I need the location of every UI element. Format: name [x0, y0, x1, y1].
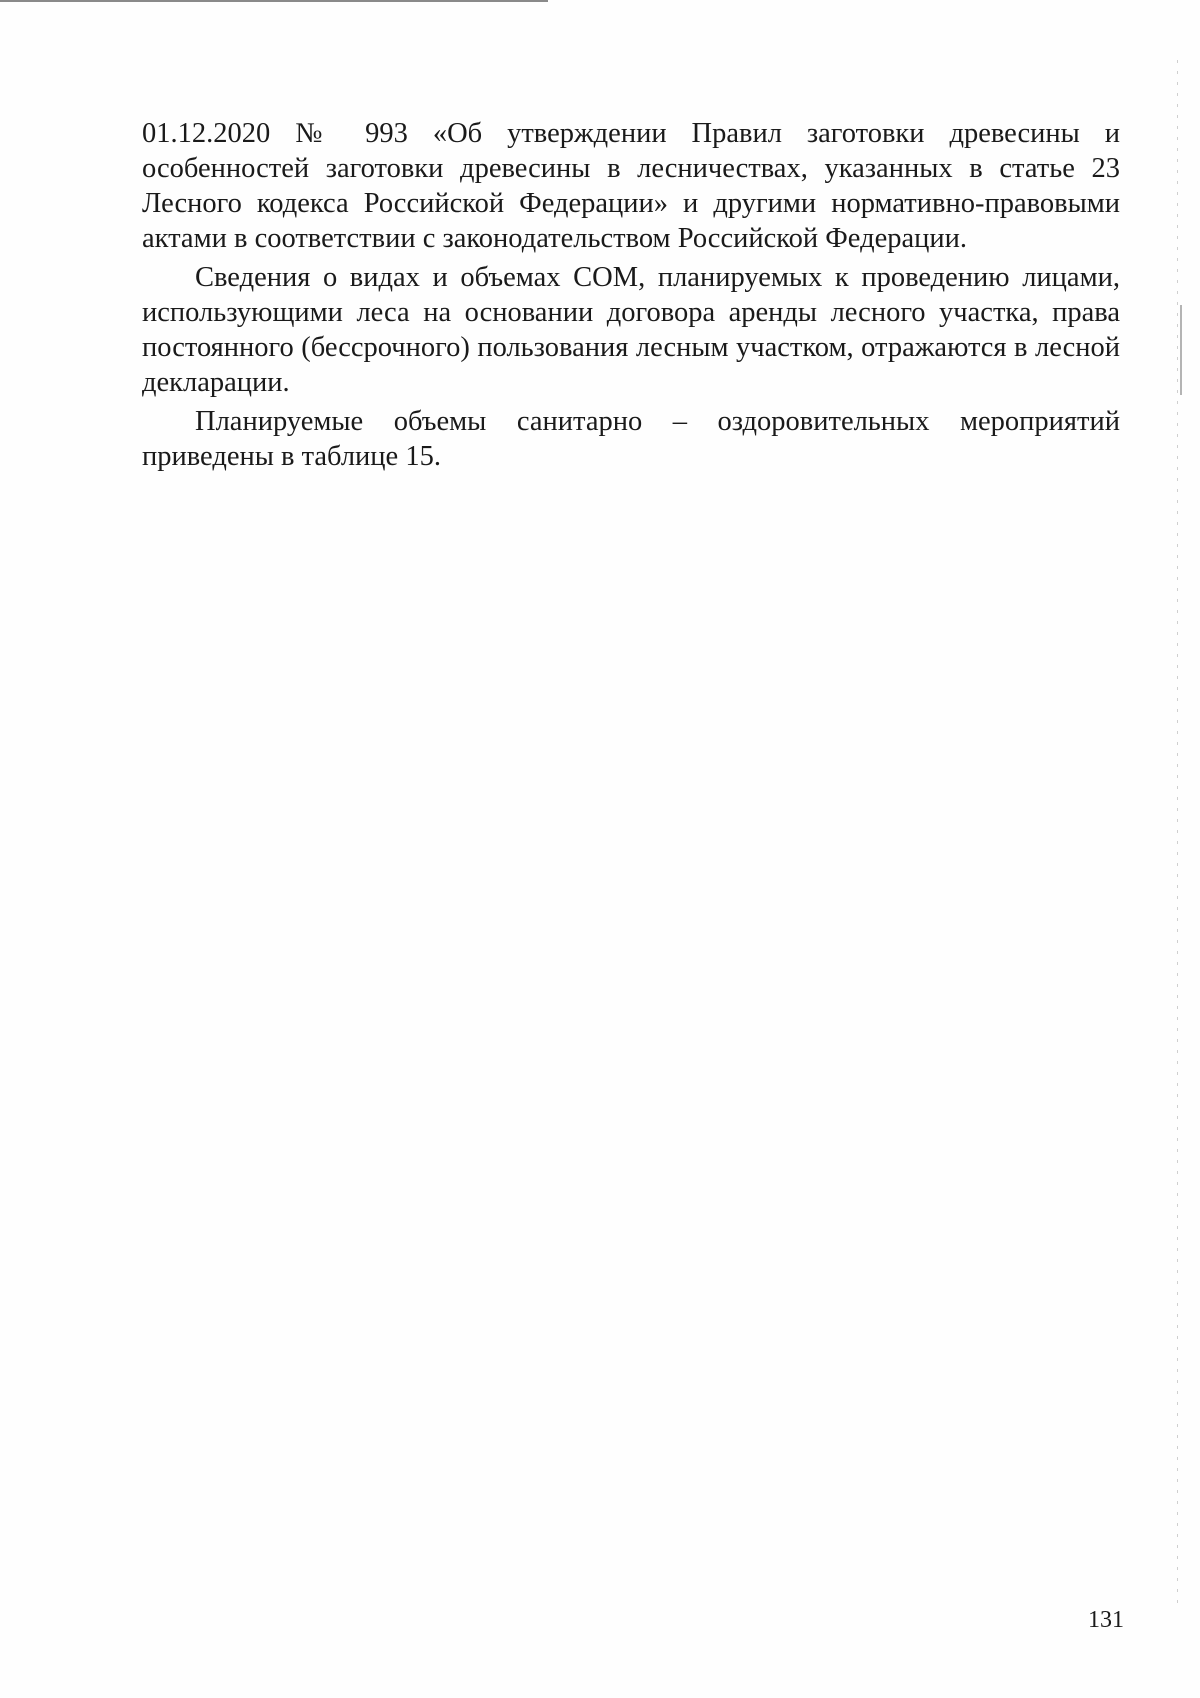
paragraph-planned-volumes: Планируемые объемы санитарно – оздоровительных мероприятий приведены в таблице 15. — [142, 406, 1120, 472]
page-number: 131 — [1088, 1607, 1124, 1633]
paragraph-som-info: Сведения о видах и объемах СОМ, планируемых к проведению лицами, использующими леса на основании договора аренды лесного участка, права постоянного (бессрочного) пользования лесным участком, отражаются в лесной декларации. — [142, 262, 1120, 398]
scan-edge-artifact — [1177, 60, 1178, 1610]
top-rule — [0, 0, 548, 2]
paragraph-continuation: 01.12.2020 № 993 «Об утверждении Правил заготовки древесины и особенностей заготовки древесины в лесничествах, указанных в статье 23 Лесного кодекса Российской Федерации» и другими нормативно-правовыми актами в соответствии с законодательством Российской Федерации. — [142, 118, 1120, 254]
scan-edge-mark — [1180, 305, 1182, 395]
body-text — [142, 116, 1120, 474]
